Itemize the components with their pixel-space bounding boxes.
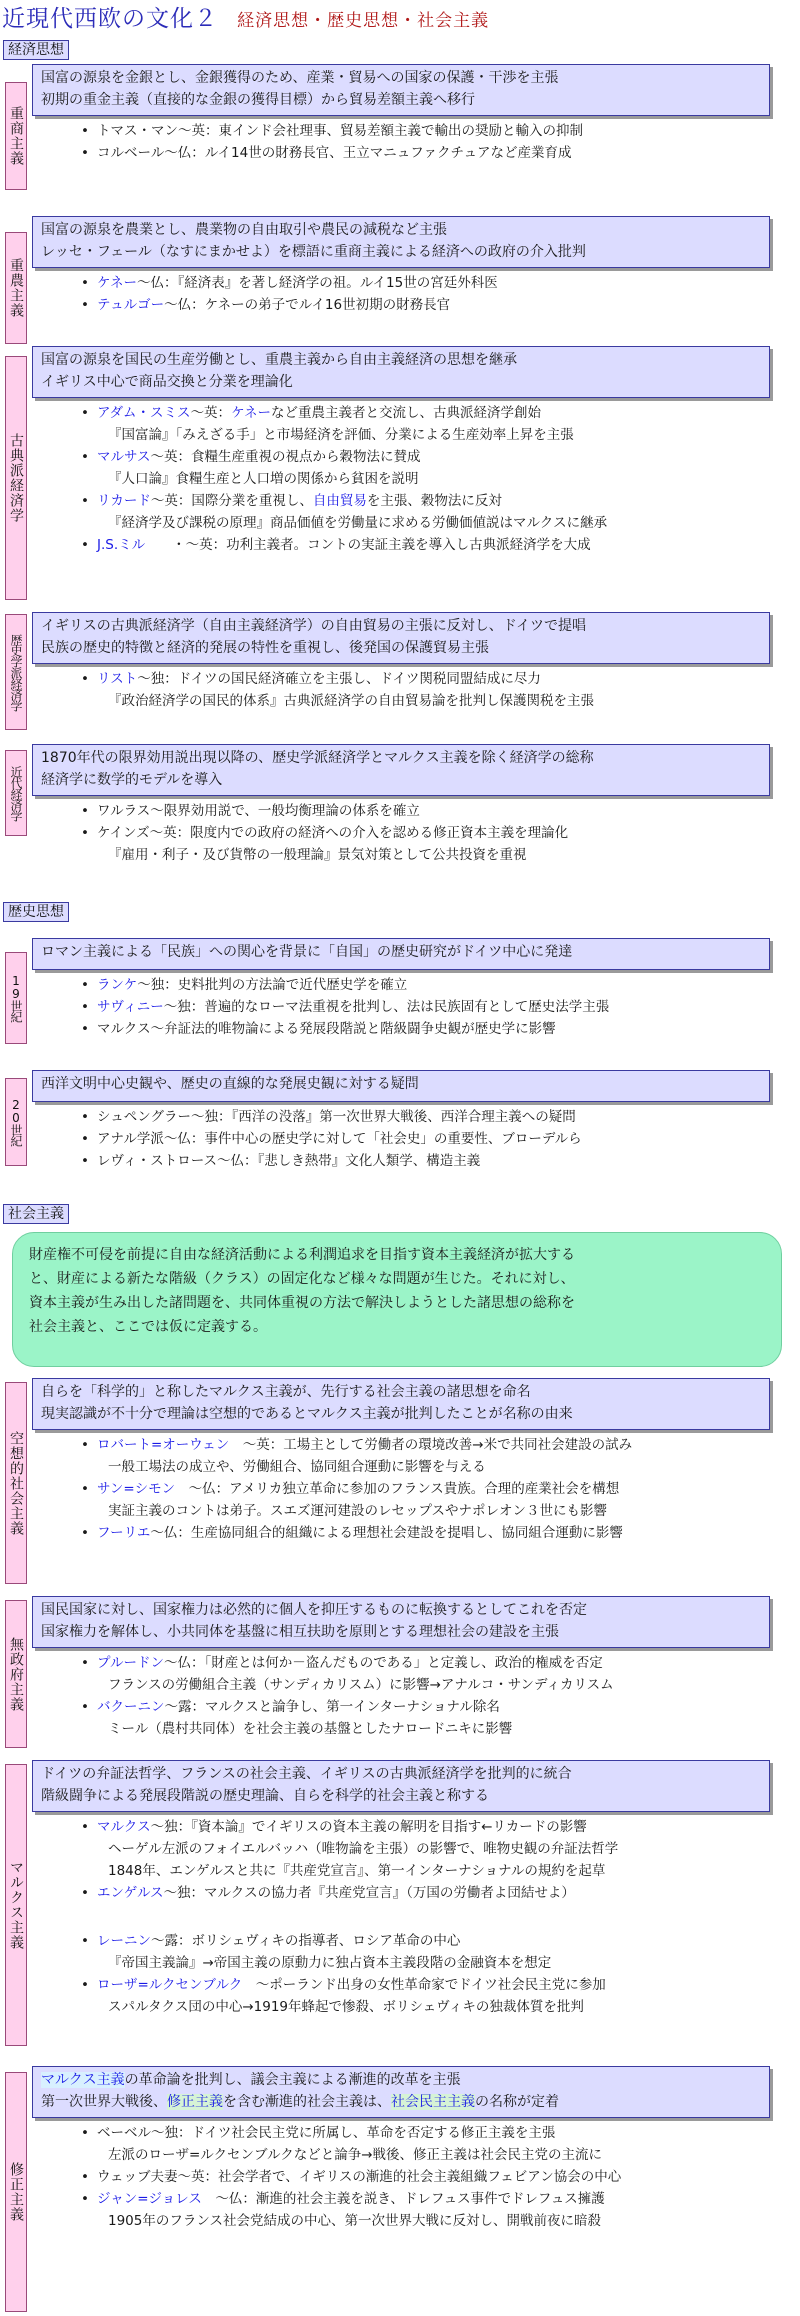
block-heading	[32, 1378, 770, 1430]
vertical-label: マルクス主義	[5, 1764, 27, 2046]
vertical-label: 空想的社会主義	[5, 1382, 27, 1584]
title-row	[2, 0, 489, 40]
vertical-label: 修正主義	[5, 2072, 27, 2312]
heading-line: マルクス主義の革命論を批判し、議会主義による漸進的改革を主張	[41, 2072, 461, 2088]
vertical-label: 19世紀	[5, 952, 27, 1044]
intro-line: 社会主義と、ここでは仮に定義する。	[29, 1319, 267, 1335]
heading-line: レッセ・フェール（なすにまかせよ）を標語に重商主義による経済への政府の介入批判	[41, 244, 586, 260]
heading-line: 国富の源泉を国民の生産労働とし、重農主義から自由主義経済の思想を継承	[41, 352, 517, 368]
intro-line: と、財産による新たな階級（クラス）の固定化など様々な問題が生じた。それに対し、	[29, 1271, 575, 1287]
heading-line: 国富の源泉を金銀とし、金銀獲得のため、産業・貿易への国家の保護・干渉を主張	[41, 70, 559, 86]
heading-line: 経済学に数学的モデルを導入	[41, 772, 223, 788]
block-heading	[32, 346, 770, 398]
socialism-intro-box	[12, 1232, 782, 1367]
block-heading	[32, 1760, 770, 1812]
page-subtitle: 経済思想・歴史思想・社会主義	[237, 11, 490, 31]
vertical-label: 無政府主義	[5, 1600, 27, 1748]
heading-line: 民族の歴史的特徴と経済的発展の特性を重視し、後発国の保護貿易主張	[41, 640, 489, 656]
page: 近現代西欧の文化２ 経済思想・歴史思想・社会主義 経済思想 重商主義 国富の源泉を金銀とし、金銀獲得のため、産業・貿易への国家の保護・干渉を主張 初期の重金主義（直接的な金銀の獲得目標）から貿易差額主義へ移行 • トマス・マン～英：東インド会社理事、貿易差額主義で輸出の奨励と輸入の抑制 • コルベール～仏：ルイ14世の財務長官、王立マニュファクチュアなど産業育成 重農主義 国富の源泉を農業とし、農業物の自由取引や農民の減税など主張 レッセ・フェール（なすにまかせよ）を標語に重商主義による経済への政府の介入批判 • ケネー～仏：『経済表』を著し経済学の祖。ルイ15世の宮廷外科医 • テュルゴー～仏：ケネーの弟子でルイ16世初期の財務長官 古典派経済学 国富の源泉を国民の生産労働とし、重農主義から自由主義経済の思想を継承 イギリス中心で商品交換と分業を理論化 • アダム・スミス～英：ケネーなど重農主義者と交流し、古典派経済学創始 『国富論』「みえざる手」と市場経済を評価、分業による生産効率上昇を主張 • マルサス～英：食糧生産重視の視点から穀物法に賛成 『人口論』食糧生産と人口増の関係から貧困を説明 • リカード～英：国際分業を重視し、自由貿易を主張、穀物法に反対 『経済学及び課税の原理』商品価値を労働量に求める労働価値説はマルクスに継承 • J.S.ミル ・～英：功利主義者。コントの実証主義を導入し古典派経済学を大成 歴史学派経済学 イギリスの古典派経済学（自由主義経済学）の自由貿易の主張に反対し、ドイツで提唱 民族の歴史的特徴と経済的発展の特性を重視し、後発国の保護貿易主張 • リスト～独：ドイツの国民経済確立を主張し、ドイツ関税同盟結成に尽力 『政治経済学の国民的体系』古典派経済学の自由貿易論を批判し保護関税を主張 近代経済学 1870年代の限界効用説出現以降の、歴史学派経済学とマルクス主義を除く経済学の総称 経済学に数学的モデルを導入 • ワルラス～限界効用説で、一般均衡理論の体系を確立 • ケインズ～英：限度内での政府の経済への介入を認める修正資本主義を理論化 『雇用・利子・及び貨幣の一般理論』景気対策として公共投資を重視 歴史思想 19世紀 ロマン主義による「民族」への関心を背景に「自国」の歴史研究がドイツ中心に発達 • ランケ～独：史料批判の方法論で近代歴史学を確立 • サヴィニー～独：普遍的なローマ法重視を批判し、法は民族固有として歴史法学主張 • マルクス～弁証法的唯物論による発展段階説と階級闘争史観が歴史学に影響 20世紀 西洋文明中心史観や、歴史の直線的な発展史観に対する疑問 • シュペングラー～独：『西洋の没落』第一次世界大戦後、西洋合理主義への疑問 • アナル学派～仏：事件中心の歴史学に対して「社会史」の重要性、ブローデルら • レヴィ・ストロース～仏：『悲しき熱帯』文化人類学、構造主義 社会主義 財産権不可侵を前提に自由な経済活動による利潤追求を目指す資本主義経済が拡大する と、財産による新たな階級（クラス）の固定化など様々な問題が生じた。それに対し、 資本主義が生み出した諸問題を、共同体重視の方法で解決しようとした諸思想の総称を 社会主義と、ここでは仮に定義する。 空想的社会主義 自らを「科学的」と称したマルクス主義が、先行する社会主義の諸思想を命名 現実認識が不十分で理論は空想的であるとマルクス主義が批判したことが名称の由来 • ロバート=オーウェン ～英：工場主として労働者の環境改善→米で共同社会建設の試み 一般工場法の成立や、労働組合、協同組合運動に影響を与える • サン=シモン ～仏：アメリカ独立革命に参加のフランス貴族。合理的産業社会を構想 実証主義のコントは弟子。スエズ運河建設のレセップスやナポレオン３世にも影響 • フーリエ～仏：生産協同組合的組織による理想社会建設を提唱し、協同組合運動に影響 無政府主義 国民国家に対し、国家権力は必然的に個人を抑圧するものに転換するとしてこれを否定 国家権力を解体し、小共同体を基盤に相互扶助を原則とする理想社会の建設を主張 • プルードン～仏：「財産とは何か－盗んだものである」と定義し、政治的権威を否定 フランスの労働組合主義（サンディカリスム）に影響→アナルコ・サンディカリスム • バクーニン～露：マルクスと論争し、第一インターナショナル除名 ミール（農村共同体）を社会主義の基盤としたナロードニキに影響 マルクス主義 ドイツの弁証法哲学、フランスの社会主義、イギリスの古典派経済学を批判的に統合 階級闘争による発展段階説の歴史理論、自らを科学的社会主義と称する • マルクス～独：『資本論』でイギリスの資本主義の解明を目指す←リカードの影響 ヘーゲル左派のフォイエルバッハ（唯物論を主張）の影響で、唯物史観の弁証法哲学 1848年、エンゲルスと共に『共産党宣言』、第一インターナショナルの規約を起草 • エンゲルス～独：マルクスの協力者『共産党宣言』（万国の労働者よ団結せよ） • レーニン～露：ボリシェヴィキの指導者、ロシア革命の中心 『帝国主義論』→帝国主義の原動力に独占資本主義段階の金融資本を想定 • ローザ=ルクセンブルク ～ポーランド出身の女性革命家でドイツ社会民主党に参加 スパルタクス団の中心→1919年蜂起で惨殺、ボリシェヴィキの独裁体質を批判 修正主義 マルクス主義の革命論を批判し、議会主義による漸進的改革を主張 第一次世界大戦後、修正主義を含む漸進的社会主義は、社会民主主義の名称が定着 • ベーベル～独：ドイツ社会民主党に所属し、革命を否定する修正主義を主張 左派のローザ=ルクセンブルクなどと論争→戦後、修正主義は社会民主党の主流に • ウェッブ夫妻～英：社会学者で、イギリスの漸進的社会主義組織フェビアン協会の中心 • ジャン=ジョレス ～仏：漸進的社会主義を説き、ドレフュス事件でドレフュス擁護 1905年のフランス社会党結成の中心、第一次世界大戦に反対し、開戦前夜に暗殺	[0, 0, 800, 2316]
block-heading	[32, 2066, 770, 2118]
intro-line: 資本主義が生み出した諸問題を、共同体重視の方法で解決しようとした諸思想の総称を	[29, 1295, 575, 1311]
heading-line: 初期の重金主義（直接的な金銀の獲得目標）から貿易差額主義へ移行	[41, 92, 475, 108]
vertical-label: 近代経済学	[5, 750, 27, 836]
section-label-socialism: 社会主義	[3, 1204, 69, 1224]
page-title: 近現代西欧の文化２	[2, 6, 218, 32]
heading-line: イギリス中心で商品交換と分業を理論化	[41, 374, 293, 390]
heading-line: 国家権力を解体し、小共同体を基盤に相互扶助を原則とする理想社会の建設を主張	[41, 1624, 559, 1640]
vertical-label: 古典派経済学	[5, 356, 27, 600]
heading-line: 階級闘争による発展段階説の歴史理論、自らを科学的社会主義と称する	[41, 1788, 489, 1804]
vertical-label: 重商主義	[5, 82, 27, 190]
heading-line: 国民国家に対し、国家権力は必然的に個人を抑圧するものに転換するとしてこれを否定	[41, 1602, 587, 1618]
block-heading	[32, 744, 770, 796]
block-heading	[32, 938, 770, 970]
heading-line: 西洋文明中心史観や、歴史の直線的な発展史観に対する疑問	[41, 1076, 419, 1092]
heading-line: イギリスの古典派経済学（自由主義経済学）の自由貿易の主張に反対し、ドイツで提唱	[41, 618, 587, 634]
intro-line: 財産権不可侵を前提に自由な経済活動による利潤追求を目指す資本主義経済が拡大する	[29, 1247, 575, 1263]
block-heading	[32, 612, 770, 664]
heading-line: ロマン主義による「民族」への関心を背景に「自国」の歴史研究がドイツ中心に発達	[41, 944, 573, 960]
vertical-label: 20世紀	[5, 1078, 27, 1166]
block-heading	[32, 1070, 770, 1102]
vertical-label: 歴史学派経済学	[5, 614, 27, 730]
block-heading	[32, 216, 770, 268]
section-label-economic: 経済思想	[3, 40, 69, 60]
heading-line: 自らを「科学的」と称したマルクス主義が、先行する社会主義の諸思想を命名	[41, 1384, 531, 1400]
block-heading	[32, 64, 770, 116]
heading-line: ドイツの弁証法哲学、フランスの社会主義、イギリスの古典派経済学を批判的に統合	[41, 1766, 572, 1782]
block-heading	[32, 1596, 770, 1648]
vertical-label: 重農主義	[5, 232, 27, 344]
heading-line: 国富の源泉を農業とし、農業物の自由取引や農民の減税など主張	[41, 222, 447, 238]
heading-line: 第一次世界大戦後、修正主義を含む漸進的社会主義は、社会民主主義の名称が定着	[41, 2094, 559, 2110]
section-label-history: 歴史思想	[3, 902, 69, 922]
heading-line: 1870年代の限界効用説出現以降の、歴史学派経済学とマルクス主義を除く経済学の総称	[41, 750, 594, 766]
heading-line: 現実認識が不十分で理論は空想的であるとマルクス主義が批判したことが名称の由来	[41, 1406, 573, 1422]
